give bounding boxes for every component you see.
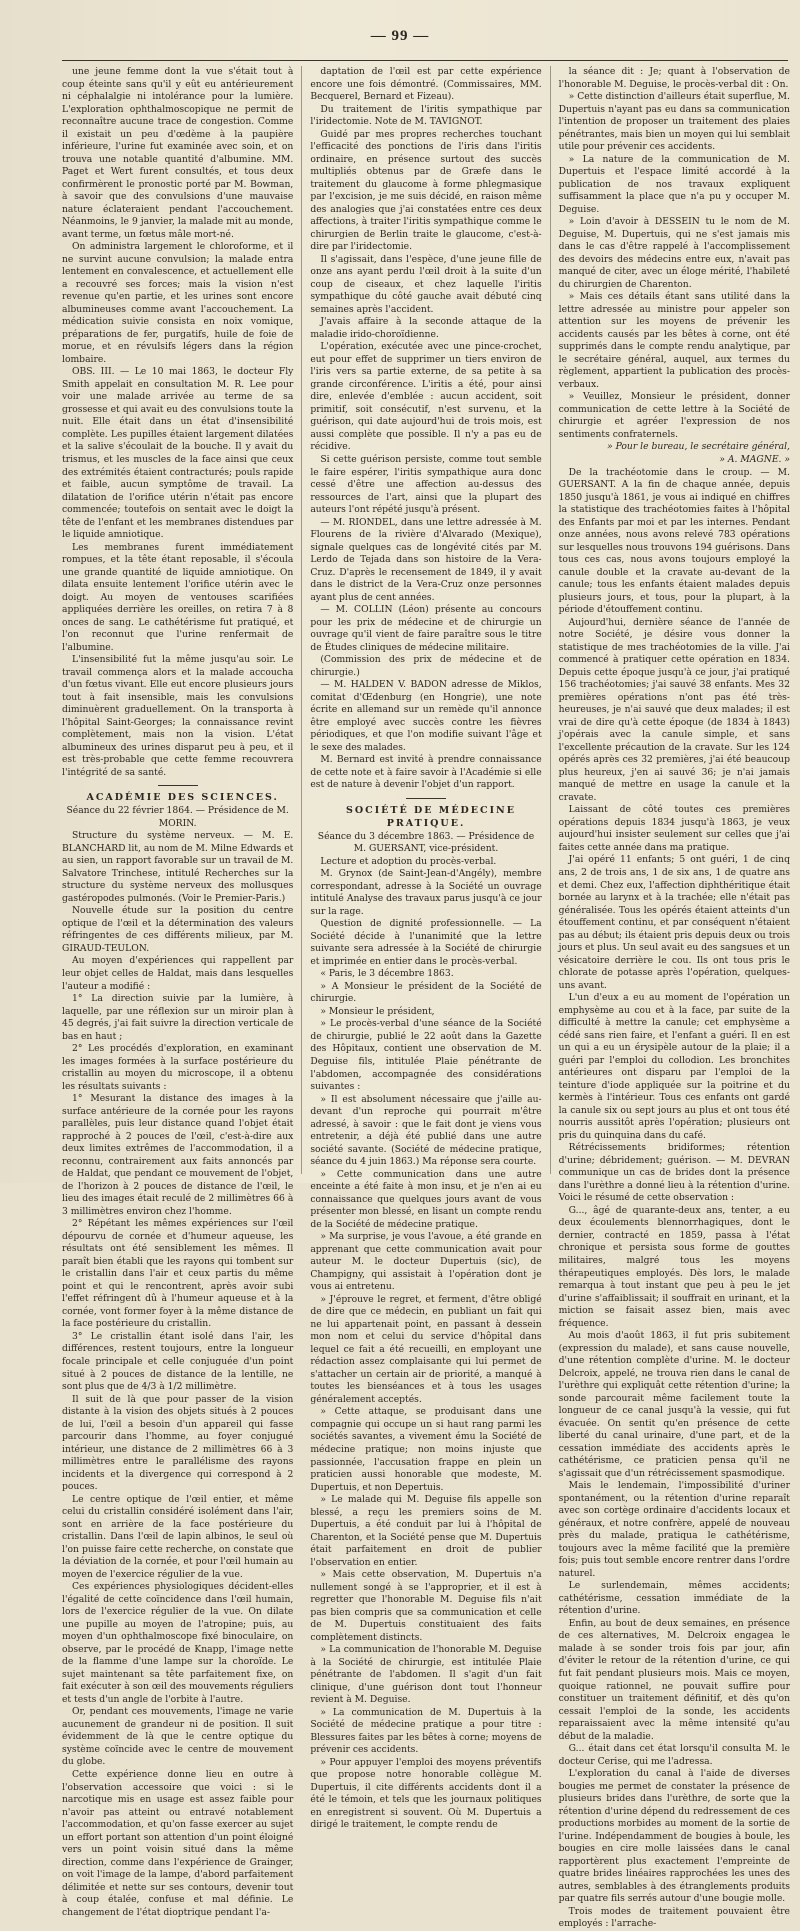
paragraph: » Loin d'avoir à DESSEIN tu le nom de M. Deguise, M. Dupertuis, qui ne s'est jamais mis dans le cas d'être rappelé à l'accomplissement des devoirs des médecins entre eux, n'avait pas manqué de citer, avec un éloge mérité, l'habileté du chirurgien de Charenton. [558,216,790,290]
paragraph: » Cette attaque, se produisant dans une compagnie qui occupe un si haut rang parmi les sociétés savantes, a vivement ému la Société de médecine pratique; non moins injuste que passionnée, l'accusation frappe en plein un praticien aussi honorable que modeste, M. Dupertuis, et non Depertuis. [310,1406,542,1493]
paragraph: » Il est absolument nécessaire que j'aille au-devant d'un reproche qui pourrait m'être adressé, à savoir : que le fait dont je viens vous entretenir, a déjà été publié dans une autre société savante. (Société de médecine pratique, séance du 4 juin 1863.) Ma réponse sera courte. [310,1093,542,1168]
section-divider [406,798,446,799]
paragraph: Le centre optique de l'œil entier, et même celui du cristallin considéré isolément dans l'air, sont en arrière de la face postérieure du cristallin. Dans l'œil de lapin albinos, le seul où l'on puisse faire cette recherche, on constate que la déviation de la cornée, et pour l'œil humain au moyen de l'exercice régulier de la vue. [62,1493,294,1580]
paragraph: « Paris, le 3 décembre 1863. [320,968,454,980]
paragraph: Au moyen d'expériences qui rappellent par leur objet celles de Haldat, mais dans lesquelles l'auteur a modifié : [62,955,294,992]
paragraph: Au mois d'août 1863, il fut pris subitement (expression du malade), et sans cause nouvelle, d'une rétention complète d'urine. M. le docteur Delcroix, appelé, ne trouva rien dans le canal de l'urèthre qui expliquât cette rétention d'urine; la sonde parcourait même facilement toute la longueur de ce canal jusqu'à la vessie, qui fut évacuée. On sentit qu'en présence de cette liberté du canal urinaire, d'une part, et de la cessation immédiate des accidents après le cathétérisme, ce praticien pensa qu'il ne s'agissait que d'un rétrécissement spasmodique. [558,1330,790,1479]
societe-session: Séance du 3 décembre 1863. — Présidence de M. GUERSANT, vice-président. [317,830,535,855]
societe-heading: SOCIÉTÉ DE MÉDECINE PRATIQUE. [346,804,516,829]
paragraph: 2° Les procédés d'exploration, en examinant les images formées à la surface postérieure du cristallin au moyen du microscope, il a obtenu les résultats suivants : [62,1043,294,1092]
paragraph: M. Bernard est invité à prendre connaissance de cette note et à faire savoir à l'Académie si elle est de nature à devenir l'objet d'un rapport. [310,754,542,791]
text-columns [62,66,790,1930]
paragraph: » Veuillez, Monsieur le président, donner communication de cette lettre à la Société de chirurgie et agréer l'expression de nos sentiments confraternels. [558,391,790,440]
paragraph: » A Monsieur le président de la Société de chirurgie. [310,980,542,1005]
paragraph: 1° Mesurant la distance des images à la surface antérieure de la cornée pour les rayons parallèles, puis leur distance quand l'objet était rapproché à 2 pouces de l'œil, c'est-à-dire aux deux limites extrêmes de l'accommodation, il a reconnu, contrairement aux faits annoncés par de Haldat, que pendant ce mouvement de l'objet, de l'horizon à 2 pouces de distance de l'œil, le lieu des images était reculé de 2 millimètres 66 à 3 millimètres environ chez l'homme. [62,1093,294,1217]
academie-session: Séance du 22 février 1864. — Présidence de M. MORIN. [66,805,289,829]
signature-name: » A. MAGNE. » [719,453,790,465]
paragraph: Laissant de côté toutes ces premières opérations depuis 1834 jusqu'à 1863, je veux aujourd'hui insister seulement sur celles que j'ai faites cette année dans ma pratique. [558,804,790,853]
paragraph: » Le malade qui M. Deguise fils appelle son blessé, a reçu les premiers soins de M. Dupertuis, a été conduit par lui à l'hôpital de Charenton, et la Société pense que M. Dupertuis était parfaitement en droit de publier l'observation en entier. [310,1494,542,1568]
column-rule [550,66,551,1174]
paragraph: » Le procès-verbal d'une séance de la Société de chirurgie, publié le 22 août dans la Gazette des Hôpitaux, contient une observation de M. Deguise fils, intitulée Plaie pénétrante de l'abdomen, accompagnée des considérations suivantes : [310,1018,542,1093]
paragraph: Rétrécissements bridiformes; rétention d'urine; débridement; guérison. — M. DEVRAN communique un cas de brides dont la présence dans l'urèthre a donné lieu à la rétention d'urine. Voici le résumé de cette observation : [558,1142,790,1204]
paragraph: J'avais affaire à la seconde attaque de la maladie irido-choroïdienne. [310,316,542,340]
paragraph: daptation de l'œil est par cette expérience encore une fois démontré. (Commissaires, MM. Becquerel, Bernard et Fizeau). [310,66,542,103]
paragraph: Il s'agissait, dans l'espèce, d'une jeune fille de onze ans ayant perdu l'œil droit à la suite d'un coup de ciseaux, et chez laquelle l'iritis sympathique du côté gauche avait débuté cinq semaines après l'accident. [310,253,542,315]
paragraph: Le surlendemain, mêmes accidents; cathétérisme, cessation immédiate de la rétention d'urine. [558,1580,790,1617]
column-middle [310,66,542,1831]
signature-line: » Pour le bureau, le secrétaire général, [607,441,790,453]
paragraph: On administra largement le chloroforme, et il ne survint aucune convulsion; la malade entra lentement en convalescence, et actuellement elle a recouvré ses forces; mais la vision n'est revenue qu'en partie, et les urines sont encore albumineuses comme avant l'accouchement. La médication suivie consista en noix vomique, préparations de fer, purgatifs, huile de foie de morue, et en révulsifs légers dans la région lombaire. [62,241,294,365]
paragraph: De la trachéotomie dans le croup. — M. GUERSANT. A la fin de chaque année, depuis 1850 jusqu'à 1861, je vous ai indiqué en chiffres la statistique des trachéotomies faites à l'hôpital des Enfants par moi et par les internes. Pendant onze années, nous avons relevé 783 opérations sur lesquelles nous trouvons 194 guérisons. Dans tous ces cas, nous avons toujours employé la canule double et la cravate au-devant de la canule; tous les enfants étaient malades depuis plusieurs jours, et tous, pour la plupart, à la période d'étouffement continu. [558,466,790,616]
academie-paragraphs [62,830,293,1919]
paragraph: — M. COLLIN (Léon) présente au concours pour les prix de médecine et de chirurgie un ouvrage qu'il vient de faire paraître sous le titre de Études cliniques de médecine militaire. [310,604,542,653]
paragraph: Trois modes de traitement pouvaient être employés : l'arrache- [558,1905,790,1930]
paragraph: J'ai opéré 11 enfants; 5 ont guéri, 1 de cinq ans, 2 de trois ans, 1 de six ans, 1 de quatre ans et demi. Chez eux, l'affection diphthéritique était bornée au larynx et à la trachée; elle n'était pas généralisée. Tous les opérés étaient atteints d'un étouffement continu, et par conséquent n'étaient pas au début; ils étaient pris depuis deux ou trois jours et plus. Un seul avait eu des sangsues et un vésicatoire derrière le cou. Ils ont tous pris le chlorate de potasse après l'opération, quelques-uns avant. [558,854,790,991]
section-divider [158,785,198,786]
paragraph: » Cette distinction d'ailleurs était superflue, M. Dupertuis n'ayant pas eu dans sa communication l'intention de proposer un traitement des plaies pénétrantes, mais bien un moyen qui lui semblait utile pour prévenir ces accidents. [558,91,790,153]
paragraph: — M. HALDEN V. BADON adresse de Miklos, comitat d'Œdenburg (en Hongrie), une note écrite en allemand sur un remède qu'il annonce être employé avec succès contre les fièvres périodiques, et que l'on modifie suivant l'âge et le sexe des malades. [310,679,542,753]
paragraph: 3° Le cristallin étant isolé dans l'air, les différences, restent toujours, entre la longueur focale principale et celle conjuguée d'un point situé à 2 pouces de distance de la lentille, ne sont plus que de 4/3 à 1/2 millimètre. [62,1330,294,1393]
paragraph: » Mais cette observation, M. Dupertuis n'a nullement songé à se l'approprier, et il est à regretter que l'honorable M. Deguise fils n'ait pas bien compris que sa communication et celle de M. Dupertuis constituaient des faits complètement distincts. [310,1569,542,1643]
paragraph: Il suit de là que pour passer de la vision distante à la vision des objets situés à 2 pouces de lui, l'œil a besoin d'un appareil qui fasse parcourir dans l'homme, au foyer conjugué intérieur, une distance de 2 millimètres 66 à 3 millimètres entre le parallélisme des rayons incidents et la divergence qui correspond à 2 pouces. [62,1393,294,1493]
paragraph: Aujourd'hui, dernière séance de l'année de notre Société, je désire vous donner la statistique de mes trachéotomies de la ville. J'ai commencé à pratiquer cette opération en 1834. Depuis cette époque jusqu'à ce jour, j'ai pratiqué 156 trachéotomies; j'ai sauvé 38 enfants. Mes 32 premières opérations n'ont pas été très-heureuses, je n'ai sauvé que deux malades; il est vrai de dire qu'à cette époque (de 1834 à 1843) j'opérais avec la canule simple, et sans l'excellente précaution de la cravate. Sur les 124 opérés après ces 32 premières, j'ai été beaucoup plus heureux, j'en ai sauvé 36; je n'ai jamais manqué de mettre en usage la canule et la cravate. [558,616,790,803]
paragraph: Cette expérience donne lieu en outre à l'observation accessoire que voici : si le narcotique mis en usage est assez faible pour n'avoir pas atteint ou entravé notablement l'accommodation, et qu'on fasse exercer au sujet un effort portant son attention d'un point éloigné vers un point voisin situé dans la même direction, comme dans l'expérience de Grainger, on voit l'image de la lampe, d'abord parfaitement délimitée et nette sur ses contours, devenir tout à coup étalée, confuse et mal définie. Le changement de l'état dioptrique pendant l'a- [62,1769,294,1918]
page-number: — 99 — [370,28,430,44]
paragraph: » Cette communication dans une autre enceinte a été faite à mon insu, et je n'en ai eu connaissance que quelques jours avant de vous présenter mon blessé, en lisant un compte rendu de la Société de médecine pratique. [310,1168,542,1230]
paragraph: L'un d'eux a eu au moment de l'opération un emphysème au cou et à la face, par suite de la difficulté à mettre la canule; cet emphysème a cédé sans rien faire, et l'enfant a guéri. Il en est un qui a eu un érysipèle autour de la plaie; il a guéri par l'emploi du collodion. Les bronchites antérieures ont disparu par l'emploi de la teinture d'iode appliquée sur la poitrine et du kermès à l'intérieur. Tous ces enfants ont gardé la canule six ou sept jours au plus et ont tous été nourris aussitôt après l'opération; plusieurs ont pris du quinquina dans du café. [558,992,790,1141]
paragraph: » Monsieur le président, [320,1005,435,1017]
paragraph: Les membranes furent immédiatement rompues, et la tête étant reposable, il s'écoula une grande quantité de liquide amniotique. On dilata ensuite lentement l'orifice utérin avec le doigt. Au moyen de ventouses scarifiées appliquées derrière les oreilles, on retira 7 à 8 onces de sang. Le cathétérisme fut pratiqué, et l'on reconnut que l'urine renfermait de l'albumine. [62,541,294,653]
column-middle-paragraphs [310,66,541,792]
paragraph: L'exploration du canal à l'aide de diverses bougies me permet de constater la présence de plusieurs brides dans l'urèthre, de sorte que la rétention d'urine dépend du redressement de ces productions morbides au moment de la sortie de l'urine. Indépendamment de bougies à boule, les bougies en cire molle laissées dans le canal rapportèrent plus exactement l'empreinte de quatre brides linéaires rapprochées les unes des autres, semblables à des étranglements produits par quatre fils serrés autour d'une bougie molle. [558,1768,790,1905]
column-rule [301,66,302,1174]
paragraph: » Mais ces détails étant sans utilité dans la lettre adressée au ministre pour appeler son attention sur les moyens de prévenir les accidents causés par les bêtes à corne, ont été supprimés dans le compte rendu analytique, par le secrétaire général, auquel, aux termes du règlement, appartient la publication des procès-verbaux. [558,291,790,390]
paragraph: OBS. III. — Le 10 mai 1863, le docteur Fly Smith appelait en consultation M. R. Lee pour voir une malade arrivée au terme de sa grossesse et qui avait eu des convulsions toute la nuit. Elle était dans un état d'insensibilité complète. Les pupilles étaient largement dilatées et la salive s'écoulait de la bouche. Il y avait du trismus, et les muscles de la face ainsi que ceux des extrémités étaient contracturés; pouls rapide et faible, aucun symptôme de travail. La dilatation de l'orifice utérin n'était pas encore commencée; toutefois on sentait avec le doigt la tête de l'enfant et les membranes distendues par le liquide amniotique. [62,366,294,541]
column-left-paragraphs [62,66,293,779]
paragraph: G..., âgé de quarante-deux ans, tenter, a eu deux écoulements blennorrhagiques, dont le dernier, contracté en 1859, passa à l'état chronique et persista sous forme de gouttes militaires, malgré tous les moyens thérapeutiques employés. Dès lors, le malade remarqua à tout instant que peu à peu le jet d'urine s'affaiblissait; il souffrait en urinant, et la miction se faisait assez bien, mais avec fréquence. [558,1204,790,1329]
paragraph: Lecture et adoption du procès-verbal. [320,855,497,867]
paragraph: 1° La direction suivie par la lumière, à laquelle, par une réflexion sur un miroir plan à 45 degrés, j'ai fait suivre la direction verticale de bas en haut ; [62,993,294,1042]
paragraph: L'insensibilité fut la même jusqu'au soir. Le travail commença alors et la malade accoucha d'un fœtus vivant. Elle eut encore plusieurs jours tout à fait insensible, mais les convulsions diminuèrent graduellement. On la transporta à l'hôpital Saint-Georges; la connaissance revint complètement, mais non la vision. L'état albumineux des urines disparut peu à peu, et il est très-probable que cette femme recouvrera l'intégrité de sa santé. [62,654,294,778]
paragraph: Structure du système nerveux. — M. E. BLANCHARD lit, au nom de M. Milne Edwards et au sien, un rapport favorable sur un travail de M. Salvatore Trinchese, intitulé Recherches sur la structure du système nerveux des mollusques gastéropodes pulmonés. (Voir le Premier-Paris.) [62,830,294,904]
paragraph: Question de dignité professionnelle. — La Société décide à l'unanimité que la lettre suivante sera adressée à la Société de chirurgie et imprimée en entier dans le procès-verbal. [310,918,542,967]
paragraph: » Ma surprise, je vous l'avoue, a été grande en apprenant que cette communication avait pour auteur M. le docteur Dupertuis (sic), de Champigny, qui assistait à l'opération dont je vous ai entretenu. [310,1231,542,1293]
paragraph: » J'éprouve le regret, et ferment, d'être obligé de dire que ce médecin, en publiant un fait qui ne lui appartenait point, en passant à dessein mon nom et celui du service d'hôpital dans lequel ce fait a été recueilli, en employant une rédaction assez complaisante qui lui permet de s'attacher un certain air de priorité, a manqué à toutes les bienséances et à tous les usages généralement acceptés. [310,1293,542,1405]
paragraph: — M. RIONDEL, dans une lettre adressée à M. Flourens de la rivière d'Alvarado (Mexique), signale quelques cas de longévité cités par M. Lerdo de Tejada dans son histoire de la Vera-Cruz. D'après le recensement de 1849, il y avait dans le district de la Vera-Cruz onze personnes ayant plus de cent années. [310,516,542,603]
paragraph: Si cette guérison persiste, comme tout semble le faire espérer, l'iritis sympathique aura donc cessé d'être une affection au-dessus des ressources de l'art, ainsi que la plupart des auteurs l'ont répété jusqu'à présent. [310,453,542,516]
paragraph: (Commission des prix de médecine et de chirurgie.) [310,654,542,678]
paragraph: » La nature de la communication de M. Dupertuis et l'espace limité accordé à la publication de nos travaux expliquent suffisamment la place que n'a pu y occuper M. Deguise. [558,153,790,215]
column-right-paragraphs [559,66,790,441]
paragraph: la séance dit : Je; quant à l'observation de l'honorable M. Deguise, le procès-verbal dit : On. [558,66,790,90]
paragraph: M. Grynox (de Saint-Jean-d'Angély), membre correspondant, adresse à la Société un ouvrage intitulé Analyse des travaux parus jusqu'à ce jour sur la rage. [310,868,542,917]
paragraph: L'opération, exécutée avec une pince-crochet, eut pour effet de supprimer un tiers environ de l'iris vers sa partie externe, de sa petite à sa grande circonférence. L'iritis a été, pour ainsi dire, enlevée d'emblée : aucun accident, soit primitif, soit consécutif, n'est survenu, et la guérison, qui date aujourd'hui de trois mois, est aussi complète que possible. Il n'y a pas eu de récidive. [310,341,542,453]
paragraph: Nouvelle étude sur la position du centre optique de l'œil et la détermination des valeurs réfringentes de ces différents milieux, par M. GIRAUD-TEULON. [62,905,294,954]
trachea-paragraphs [559,467,790,1931]
paragraph: Or, pendant ces mouvements, l'image ne varie aucunement de grandeur ni de position. Il suit évidemment de là que le centre optique du système coïncide avec le centre de mouvement du globe. [62,1706,294,1768]
header-rule [62,60,788,61]
paragraph: » La communication de M. Dupertuis à la Société de médecine pratique a pour titre : Blessures faites par les bêtes à corne; moyens de prévenir ces accidents. [310,1706,542,1756]
paragraph: Ces expériences physiologiques décident-elles l'égalité de cette coïncidence dans l'œil humain, lors de l'exercice régulier de la vue. On dilate une pupille au moyen de l'atropine; puis, au moyen d'un ophthalmoscope fixé binoculaire, on observe, par le procédé de Knapp, l'image nette de la flamme d'une lampe sur la choroïde. Le sujet maintenant sa tête parfaitement fixe, on fait exécuter à son œil des mouvements réguliers et tests d'un angle de l'orbite à l'autre. [62,1581,294,1705]
paragraph: Guidé par mes propres recherches touchant l'efficacité des ponctions de l'iris dans l'iritis ordinaire, en présence surtout des succès multipliés obtenus par de Græfe dans le traitement du glaucome à forme phlegmasique par l'excision, je me suis décidé, en raison même des analogies que j'ai constatées entre ces deux affections, à traiter l'iritis sympathique comme le chirurgien de Berlin traite le glaucome, c'est-à-dire par l'iridectomie. [310,128,542,253]
societe-paragraphs [310,856,541,1832]
paragraph: Enfin, au bout de deux semaines, en présence de ces alternatives, M. Delcroix engagea le malade à se sonder trois fois par jour, afin d'éviter le retour de la rétention d'urine, ce qui fut fait pendant plusieurs mois. Mais ce moyen, quoique rationnel, ne pouvait suffire pour constituer un traitement définitif, et dès qu'on cessait l'emploi de la sonde, les accidents reparaissaient avec la même intensité qu'au début de la maladie. [558,1617,790,1742]
academie-heading: ACADÉMIE DES SCIENCES. [86,792,279,804]
paragraph: » La communication de l'honorable M. Deguise à la Société de chirurgie, est intitulée Plaie pénétrante de l'abdomen. Il s'agit d'un fait clinique, d'une guérison dont tout l'honneur revient à M. Deguise. [310,1644,542,1706]
paragraph: 2° Répétant les mêmes expériences sur l'œil dépourvu de cornée et d'humeur aqueuse, les résultats ont été sensiblement les mêmes. Il paraît bien établi que les rayons qui tombent sur le cristallin dans l'air et ceux partis du même point et qui le rencontrent, après avoir subi l'effet réfringent dû à l'humeur aqueuse et à la cornée, vont former foyer à la même distance de la face postérieure du cristallin. [62,1218,294,1330]
paragraph: Du traitement de l'iritis sympathique par l'iridectomie. Note de M. TAVIGNOT. [310,103,542,128]
paragraph: » Pour appuyer l'emploi des moyens préventifs que propose notre honorable collègue M. Dupertuis, il cite différents accidents dont il a été le témoin, et tels que les journaux politiques en enregistrent si souvent. Où M. Dupertuis a dirigé le traitement, le compte rendu de [310,1756,542,1831]
paragraph: Mais le lendemain, l'impossibilité d'uriner spontanément, ou la rétention d'urine reparaît avec son cortège ordinaire d'accidents locaux et généraux, et notre confrère, appelé de nouveau près du malade, pratiqua le cathétérisme, toujours avec la même facilité que la première fois; puis tout semble encore rentrer dans l'ordre naturel. [558,1480,790,1579]
column-left [62,66,294,1918]
paragraph: une jeune femme dont la vue s'était tout à coup éteinte sans qu'il y eût eu antérieurement ni céphalalgie ni intolérance pour la lumière. L'exploration ophthalmoscopique ne permit de reconnaître aucune trace de congestion. Comme il existait un peu d'œdème à la paupière inférieure, l'urine fut examinée avec soin, et on trouva une notable quantité d'albumine. MM. Paget et Wert furent consultés, et tous deux confirmèrent le pronostic porté par M. Bowman, à savoir que des convulsions d'une mauvaise nature éclateraient pendant l'accouchement. Néanmoins, le 9 janvier, la malade mit au monde, avant terme, un fœtus mâle mort-né. [62,66,294,240]
column-right [558,66,790,1930]
paragraph: G... était dans cet état lorsqu'il consulta M. le docteur Cerise, qui me l'adressa. [558,1743,790,1767]
